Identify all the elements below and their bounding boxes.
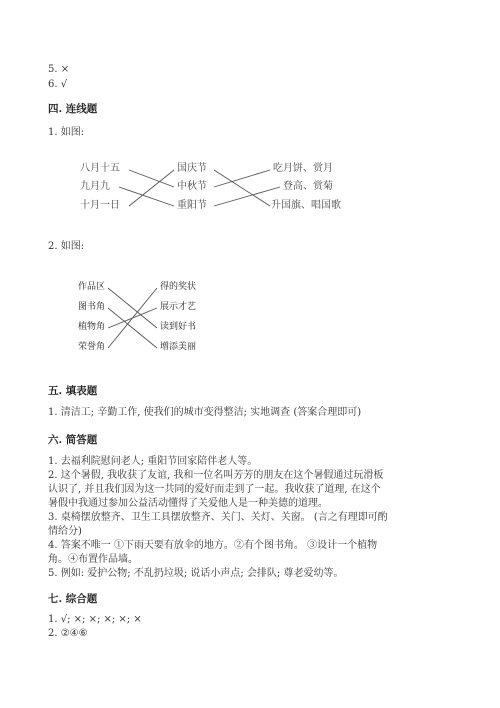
q1-line-5 [214,170,270,187]
q2-label: 2. 如图: [48,241,85,252]
sec6-line-2: 认识了, 并且我们因为这一共同的爱好而走到了一起。我收获了道理, 在这个 [48,484,381,495]
q2-line-2 [108,308,157,348]
q1-right-2: 升国旗、唱国歌 [271,200,341,211]
section-4-title: 四. 连线题 [48,103,98,115]
answer-5: 5. × [48,64,70,75]
q1-line-2 [119,187,174,206]
q2-right-3: 增添美丽 [160,342,197,352]
sec7-line-0: 1. √; ×; ×; ×; ×; × [48,614,142,625]
q1-mid-0: 国庆节 [177,163,207,174]
q2-right-0: 得的奖状 [160,282,197,292]
sec6-line-0: 1. 去福利院慰问老人; 重阳节回家陪伴老人等。 [48,456,258,467]
q1-line-6 [214,187,280,206]
q1-right-1: 登高、赏菊 [283,181,333,192]
q1-left-2: 十月一日 [80,200,120,211]
q1-mid-1: 中秋节 [177,181,207,192]
q1-line-1 [129,170,174,187]
q2-left-2: 植物角 [78,322,106,332]
q1-left-1: 九月九 [80,181,110,192]
sec6-line-8: 5. 例如: 爱护公物; 不乱扔垃圾; 说话小声点; 会排队; 尊老爱幼等。 [48,568,344,579]
q2-right-1: 展示才艺 [160,302,197,312]
sec7-line-1: 2. ②④⑥ [48,628,88,639]
q1-left-0: 八月十五 [80,163,120,174]
sec6-line-3: 暑假中我通过参加公益活动懂得了关爱他人是一种美德的道理。 [48,498,328,509]
section-5-title: 五. 填表题 [48,385,98,397]
q2-line-1 [108,288,157,328]
section-7-title: 七. 综合题 [48,593,98,605]
q2-left-1: 图书角 [78,302,106,312]
q1-mid-2: 重阳节 [177,200,207,211]
sec6-line-7: 角。④布置作品墙。 [48,554,138,565]
sec6-line-6: 4. 答案不唯一 ①下雨天要有放伞的地方。②有个图书角。 ③设计一个植物 [48,540,378,551]
q1-right-0: 吃月饼、赏月 [273,163,333,174]
q2-right-2: 读到好书 [160,322,197,332]
sec6-line-4: 3. 桌椅摆放整齐、卫生工具摆放整齐、关门、关灯、关窗。 (言之有理即可酌 [48,512,388,523]
q1-line-4 [214,170,270,206]
q1-label: 1. 如图: [48,127,85,138]
section-6-title: 六. 简答题 [48,434,98,446]
sec6-line-5: 情给分) [48,526,82,537]
sec6-line-1: 2. 这个暑假, 我收获了友谊, 我和一位名叫芳芳的朋友在这个暑假通过玩滑板 [48,470,384,481]
sec5-answer: 1. 清洁工; 辛勤工作, 使我们的城市变得整洁; 实地调查 (答案合理即可) [48,407,362,418]
q2-line-4 [108,288,157,348]
q2-left-3: 荣誉角 [78,342,106,352]
q1-line-3 [129,170,174,206]
q2-left-0: 作品区 [78,282,106,292]
answer-6: 6. √ [48,79,68,90]
